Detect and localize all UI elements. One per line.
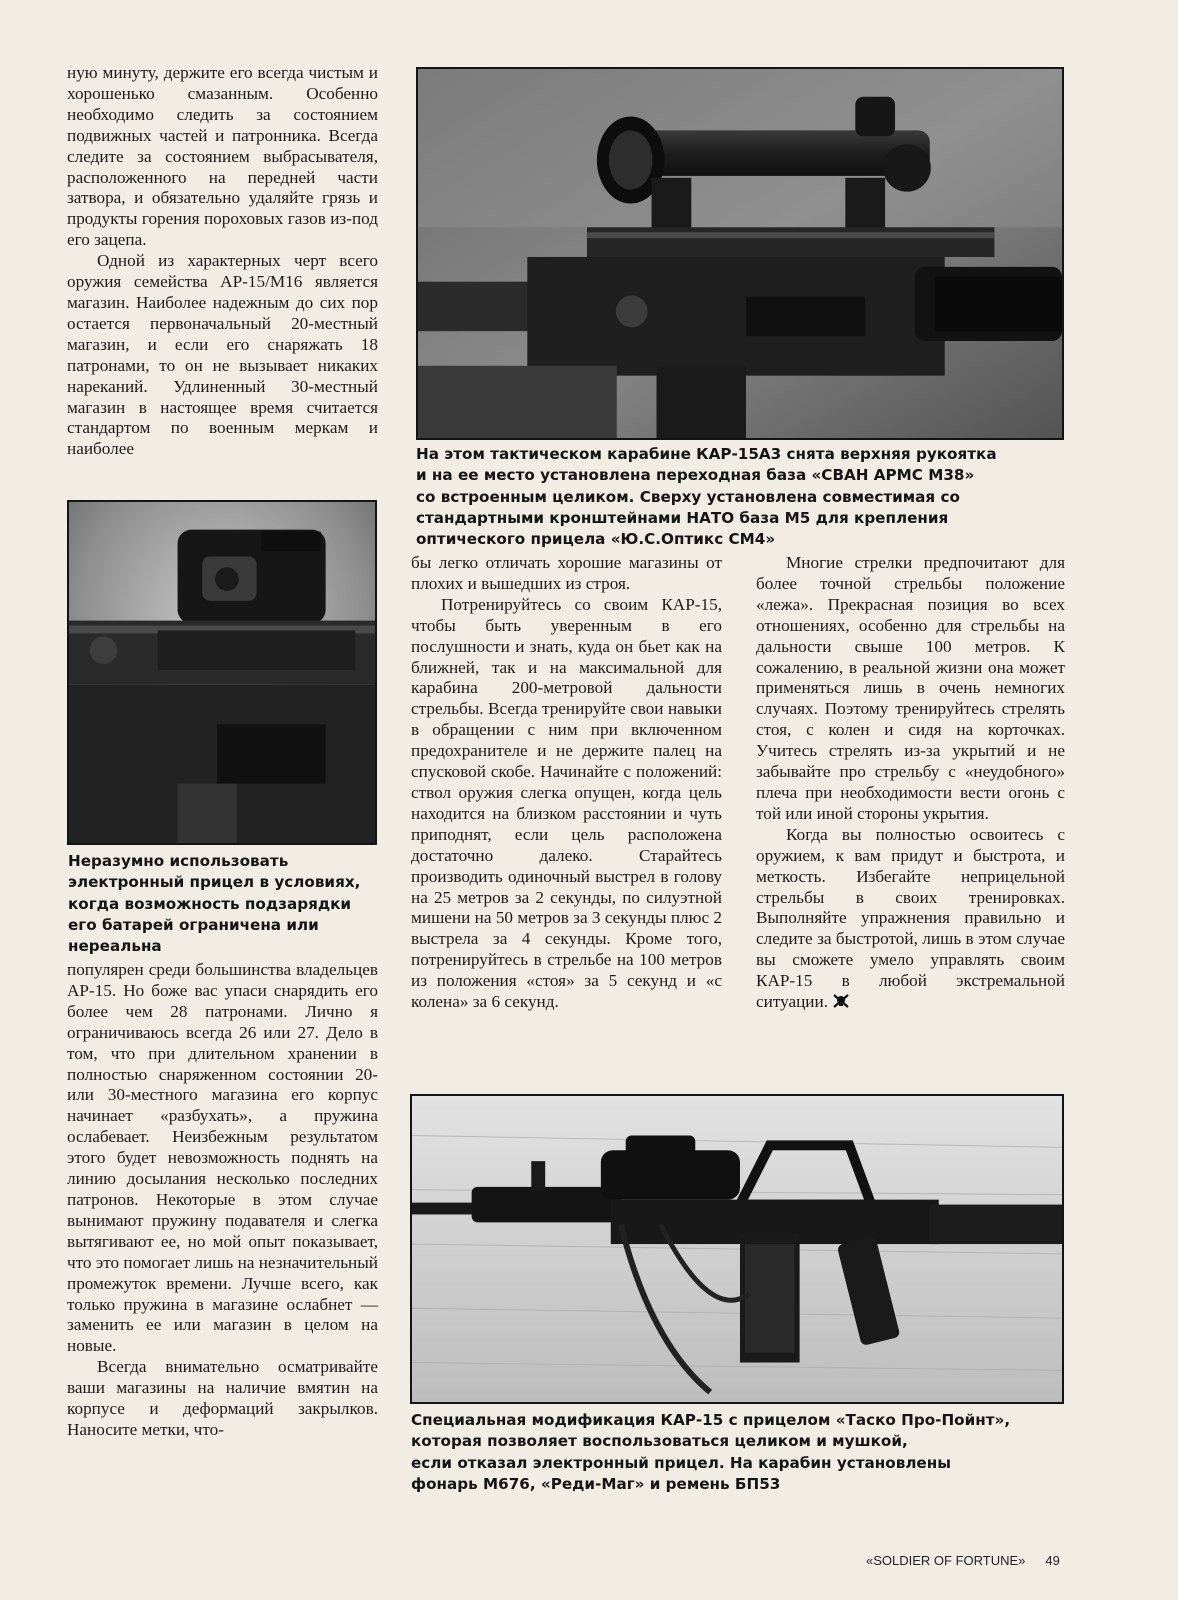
photo-rifle-scope [416, 67, 1064, 440]
caption-line: его батарей ограничена или [68, 915, 319, 934]
caption-line: стандартными кронштейнами НАТО база М5 для крепления [416, 508, 949, 527]
caption-bottom-photo [411, 1410, 1010, 1495]
paragraph [756, 825, 1065, 1013]
page-number: 49 [1045, 1553, 1060, 1568]
paragraph: популярен среди большинства владельцев АР-15. Но боже вас упаси снарядить его более чем 28 патронами. Лично я ограничиваюсь всегда 26 или 27. Дело в том, что при длительном хранении в полностью снаряженном состоянии 20- или 30-местного магазина его корпус начинает «разбухать», а пружина ослабевает. Неизбежным результатом этого будет невозможность поднять на линию досылания несколько последних патронов. Некоторые в этом случае вынимают пружину подавателя и слегка вытягивают ее, но мой опыт показывает, что это помогает лишь на незначительный промежуток времени. Лучше всего, как только пружина в магазине ослабнет — заменить ее или магазин в целом на новые. [67, 960, 378, 1356]
caption-left-photo [68, 851, 360, 957]
paragraph: Потренируйтесь со своим КАР-15, чтобы быть уверенным в его послушности и знать, куда он бьет как на ближней, так и на максимальной для карабина 200-метровой дальности стрельбы. Всегда тренируйте свои навыки в обращении с ним при включенном предохранителе и не держите палец на спусковой скобе. Начинайте с положений: ствол оружия слегка опущен, когда цель находится на близком расстоянии и чуть приподнят, если цель расположена достаточно далеко. Старайтесь производить одиночный выстрел в голову на 25 метров за 2 секунды, по силуэтной мишени на 50 метров за 3 секунды плюс 2 выстрела за 4 секунды. Кроме того, потренируйтесь в стрельбе на 100 метров из положения «стоя» за 5 секунд и «с колена» за 6 секунд. [411, 594, 722, 1012]
caption-top-photo [416, 444, 997, 550]
paragraph: Всегда внимательно осматривайте ваши магазины на наличие вмятин на корпусе и деформаций закрылков. Наносите метки, что- [67, 1357, 378, 1439]
column-3 [756, 553, 1065, 1093]
page-footer [866, 1553, 1060, 1568]
caption-line: Специальная модификация КАР-15 с прицелом «Таско Про-Пойнт», [411, 1411, 1011, 1429]
paragraph: Многие стрелки предпочитают для более точной стрельбы положение «лежа». Прекрасная позиция во всех отношениях, особенно для стрельбы на дальности свыше 100 метров. К сожалению, в реальной жизни она может применяться лишь в очень немногих случаях. Поэтому тренируйтесь стрелять стоя, с колен и сидя на корточках. Учитесь стрелять из-за укрытий и не забывайте про стрельбу с «неудобного» плеча при необходимости вести огонь с той или иной стороны укрытия. [756, 553, 1065, 823]
caption-line: электронный прицел в условиях, [68, 873, 361, 892]
photo-electronic-sight [67, 500, 377, 845]
skull-crossed-rifles-icon [832, 993, 850, 1009]
paragraph-text: Когда вы полностью освоитесь с оружием, к вам придут и быстрота, и меткость. Избегайте неприцельной стрельбы в своих тренировках. Выполняйте упражнения правильно и следите за быстротой, лишь в этом случае вы сможете умело управлять своим КАР-15 в любой экстремальной ситуации. [756, 824, 1065, 1012]
photo-rifle-tasco [410, 1094, 1064, 1404]
caption-line: со встроенным целиком. Сверху установлена совместимая со [416, 487, 960, 506]
caption-line: и на ее место установлена переходная база «СВАН АРМС М38» [416, 466, 975, 485]
column-2 [411, 553, 722, 1088]
caption-line: если отказал электронный прицел. На карабин установлены [411, 1453, 951, 1472]
magazine-title: «SOLDIER OF FORTUNE» [866, 1553, 1026, 1568]
caption-line: фонарь М676, «Реди-Маг» и ремень БП53 [411, 1474, 781, 1493]
column-1-bottom [67, 960, 378, 1500]
paragraph: Одной из характерных черт всего оружия семейства АР-15/М16 является магазин. Наиболее надежным до сих пор остается первоначальный 20-местный магазин, и если его снаряжать 18 патронами, то он не вызывает никаких нареканий. Удлиненный 30-местный магазин в настоящее время считается стандартом по военным меркам и наиболее [67, 251, 378, 459]
paragraph: ную минуту, держите его всегда чистым и хорошенько смазанным. Особенно необходимо следить за состоянием подвижных частей и патронника. Всегда следите за состоянием выбрасывателя, расположенного на передней части затвора, и обязательно удаляйте грязь и продукты горения пороховых газов из-под его зацепа. [67, 63, 378, 250]
caption-line: оптического прицела «Ю.С.Оптикс СМ4» [416, 530, 776, 549]
caption-line: которая позволяет воспользоваться целиком и мушкой, [411, 1432, 908, 1451]
caption-line: На этом тактическом карабине КАР-15А3 снята верхняя рукоятка [416, 445, 997, 463]
caption-line: нереальна [68, 937, 162, 956]
caption-line: Неразумно использовать [68, 852, 289, 870]
caption-line: когда возможность подзарядки [68, 894, 352, 913]
paragraph: бы легко отличать хорошие магазины от плохих и вышедших из строя. [411, 553, 722, 593]
column-1-top [67, 63, 378, 491]
